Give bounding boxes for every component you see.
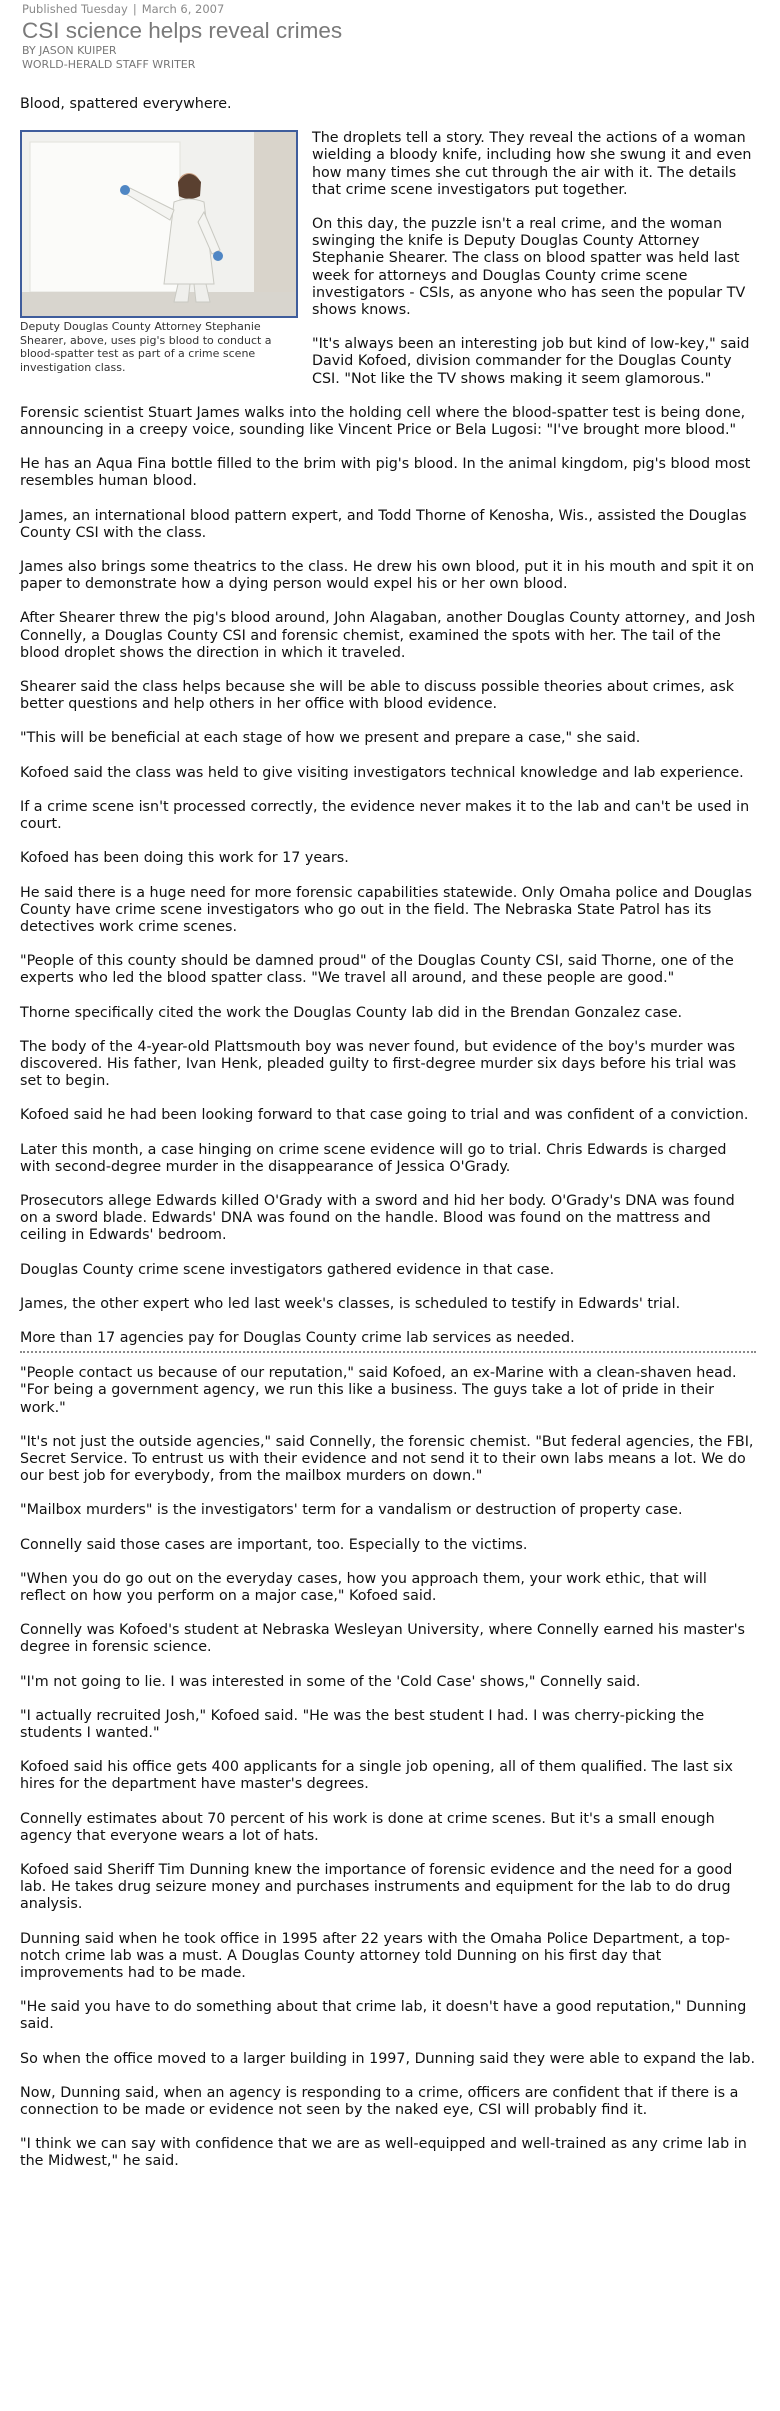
byline: BY JASON KUIPER xyxy=(22,44,117,57)
body-paragraph: James, the other expert who led last week's classes, is scheduled to testify in Edwards' trial. xyxy=(20,1295,681,1312)
body-paragraph: "I actually recruited Josh," Kofoed said. "He was the best student I had. I was cherry-picking the students I wanted." xyxy=(20,1707,705,1741)
body-paragraph: Connelly estimates about 70 percent of his work is done at crime scenes. But it's a small enough agency that everyone wears a lot of hats. xyxy=(20,1810,715,1844)
side-paragraph: "It's always been an interesting job but kind of low-key," said David Kofoed, division commander for the Douglas County CSI. "Not like the TV shows making it seem glamorous." xyxy=(312,336,750,387)
body-paragraph: He said there is a huge need for more forensic capabilities statewide. Only Omaha police and Douglas County have crime scene investigators who go out in the field. The Nebraska State Patrol has its detectives work crime scenes. xyxy=(20,884,752,935)
body-paragraph: He has an Aqua Fina bottle filled to the brim with pig's blood. In the animal kingdom, pig's blood most resembles human blood. xyxy=(20,456,751,490)
article-header xyxy=(22,2,762,72)
body-paragraph: Kofoed said the class was held to give visiting investigators technical knowledge and lab experience. xyxy=(20,764,744,781)
side-paragraph: The droplets tell a story. They reveal the actions of a woman wielding a bloody knife, including how she swung it and even how many times she cut through the air with it. The details that crime scene investigators put together. xyxy=(312,130,752,198)
body-paragraph: Kofoed said Sheriff Tim Dunning knew the importance of forensic evidence and the need for a good lab. He takes drug seizure money and purchases instruments and equipment for the lab to do drug analysis. xyxy=(20,1862,733,1913)
body-paragraph: Later this month, a case hinging on crime scene evidence will go to trial. Chris Edwards is charged with second-degree murder in the disappearance of Jessica O'Grady. xyxy=(20,1141,727,1175)
article-body xyxy=(20,96,756,2188)
photo-block xyxy=(20,130,300,374)
body-paragraph: "This will be beneficial at each stage of how we present and prepare a case," she said. xyxy=(20,730,641,747)
body-paragraph: Prosecutors allege Edwards killed O'Grady with a sword and hid her body. O'Grady's DNA was found on a sword blade. Edwards' DNA was found on the handle. Blood was found on the mattress and ceiling in Edwards' bedroom. xyxy=(20,1192,735,1244)
body-paragraph: Now, Dunning said, when an agency is responding to a crime, officers are confident that if there is a connection to be made or evidence not seen by the naked eye, CSI will probably find it. xyxy=(20,2084,739,2119)
body-paragraph: After Shearer threw the pig's blood around, John Alagaban, another Douglas County attorney, and Josh Connelly, a Douglas County CSI and forensic chemist, examined the spots with her. The tail of the blood droplet shows the direction in which it traveled. xyxy=(20,610,756,661)
body-paragraph: If a crime scene isn't processed correctly, the evidence never makes it to the lab and can't be used in court. xyxy=(20,798,750,833)
body-paragraph: Kofoed said he had been looking forward to that case going to trial and was confident of a conviction. xyxy=(20,1107,749,1124)
body-paragraph: James also brings some theatrics to the class. He drew his own blood, put it in his mouth and spit it on paper to demonstrate how a dying person would expel his or her own blood. xyxy=(20,559,755,593)
publish-date: March 6, 2007 xyxy=(141,2,225,16)
section-divider xyxy=(20,1351,756,1353)
body-paragraph: Connelly was Kofoed's student at Nebraska Wesleyan University, where Connelly earned his master's degree in forensic science. xyxy=(20,1622,746,1656)
article-photo xyxy=(20,130,298,318)
photo-caption: Deputy Douglas County Attorney Stephanie Shearer, above, uses pig's blood to conduct a blood-spatter test as part of a crime scene investigation class. xyxy=(20,320,272,374)
body-paragraph: "He said you have to do something about that crime lab, it doesn't have a good reputation," Dunning said. xyxy=(20,1999,747,2033)
lead-paragraph: Blood, spattered everywhere. xyxy=(20,96,232,112)
body-paragraph: Dunning said when he took office in 1995 after 22 years with the Omaha Police Department, a top-notch crime lab was a must. A Douglas County attorney told Dunning on his first day that improvements had to be made. xyxy=(20,1930,731,1982)
body-paragraph: So when the office moved to a larger building in 1997, Dunning said they were able to expand the lab. xyxy=(20,2050,756,2067)
staff-writer-label: WORLD-HERALD STAFF WRITER xyxy=(22,58,196,71)
body-paragraph: "People of this county should be damned proud" of the Douglas County CSI, said Thorne, one of the experts who led the blood spatter class. "We travel all around, and these people are good." xyxy=(20,953,734,987)
body-paragraph: Connelly said those cases are important, too. Especially to the victims. xyxy=(20,1536,528,1553)
body-paragraph: Kofoed said his office gets 400 applicants for a single job opening, all of them qualified. The last six hires for the department have master's degrees. xyxy=(20,1759,733,1793)
dateline xyxy=(22,2,762,17)
side-column xyxy=(312,130,756,388)
photo-illustration xyxy=(22,132,296,316)
body-paragraph: Shearer said the class helps because she will be able to discuss possible theories about crimes, ask better questions and help others in her office with blood evidence. xyxy=(20,679,735,713)
body-paragraph: Kofoed has been doing this work for 17 years. xyxy=(20,850,349,867)
body-paragraph: "It's not just the outside agencies," said Connelly, the forensic chemist. "But federal agencies, the FBI, Secret Service. To entrust us with their evidence and not send it to their own labs means a lot. We do our best job for everybody, from the mailbox murders on down." xyxy=(20,1433,754,1485)
pre-break-paragraph: More than 17 agencies pay for Douglas County crime lab services as needed. xyxy=(20,1329,575,1346)
dateline-separator: | xyxy=(132,2,137,16)
body-paragraph: "I'm not going to lie. I was interested in some of the 'Cold Case' shows," Connelly said. xyxy=(20,1673,641,1690)
body-paragraph: "When you do go out on the everyday cases, how you approach them, your work ethic, that will reflect on how you perform on a major case," Kofoed said. xyxy=(20,1570,707,1604)
body-paragraph: Douglas County crime scene investigators gathered evidence in that case. xyxy=(20,1261,555,1278)
side-paragraph: On this day, the puzzle isn't a real crime, and the woman swinging the knife is Deputy Douglas County Attorney Stephanie Shearer. The class on blood spatter was held last week for attorneys and Douglas County crime scene investigators - CSIs, as anyone who has seen the popular TV shows knows. xyxy=(312,216,746,319)
body-paragraph: "People contact us because of our reputation," said Kofoed, an ex-Marine with a clean-shaven head. "For being a government agency, we run this like a business. The guys take a lot of pride in their work." xyxy=(20,1365,737,1416)
headline: CSI science helps reveal crimes xyxy=(22,18,343,43)
body-paragraph: Thorne specifically cited the work the Douglas County lab did in the Brendan Gonzalez case. xyxy=(20,1004,683,1021)
body-paragraph: The body of the 4-year-old Plattsmouth boy was never found, but evidence of the boy's murder was discovered. His father, Ivan Henk, pleaded guilty to first-degree murder six days before his trial was set to begin. xyxy=(20,1038,737,1090)
published-label: Published Tuesday xyxy=(22,2,128,16)
body-paragraph: "I think we can say with confidence that we are as well-equipped and well-trained as any crime lab in the Midwest," he said. xyxy=(20,2136,747,2170)
body-paragraph: Forensic scientist Stuart James walks into the holding cell where the blood-spatter test is being done, announcing in a creepy voice, sounding like Vincent Price or Bela Lugosi: "I've brought more blood." xyxy=(20,404,746,439)
body-paragraph: "Mailbox murders" is the investigators' term for a vandalism or destruction of property case. xyxy=(20,1502,683,1519)
body-paragraph: James, an international blood pattern expert, and Todd Thorne of Kenosha, Wis., assisted the Douglas County CSI with the class. xyxy=(20,507,747,541)
